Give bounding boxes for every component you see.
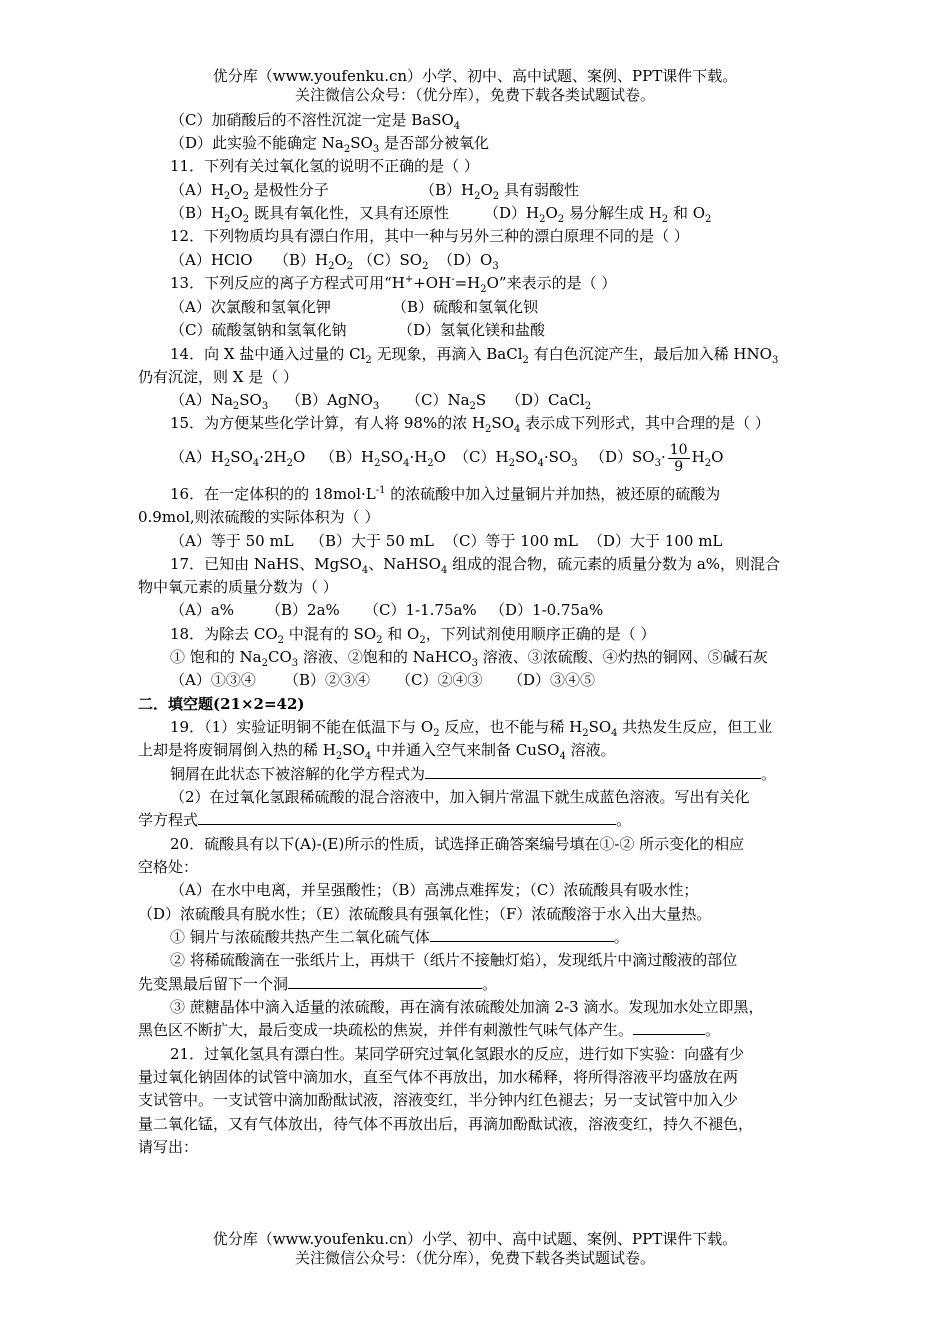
q11-option-d: $(D)H_2O_2$ 易分解生成 $H_2$ 和 $O_2$ [484, 204, 712, 225]
q11-option-c: $(B)H_2O_2$ 既具有氧化性，又具有还原性 [170, 204, 449, 225]
q19-answer-blank-1[interactable] [425, 764, 761, 779]
q17-option-c: （C）1-1.75a% [364, 601, 477, 619]
q21-line4: 量二氧化锰，又有气体放出，待气体不再放出后，再滴加酚酞试液，溶液变红，持久不褪色， [138, 1115, 754, 1133]
q12-option-a: （A）HClO [170, 251, 253, 269]
q15-option-b: $(B)H_2SO_4\cdot H_2O$ [320, 448, 446, 469]
q20-line9: 黑色区不断扩大，最后变成一块疏松的焦炭，并伴有刺激性气味气体产生。 。 [138, 1021, 721, 1039]
q20-line4: （D）浓硫酸具有脱水性；（E）浓硫酸具有强氧化性；（F）浓硫酸溶于水入出大量热。 [138, 905, 712, 923]
q20-line6: ② 将稀硫酸滴在一张纸片上，再烘干（纸片不接触灯焰），发现纸片中滴过酸液的部位 [170, 951, 738, 969]
q12-option-c: $(C)SO_2$ [358, 251, 429, 272]
q17-option-b: （B）2a% [266, 601, 340, 619]
footer-line-1: 优分库（www.youfenku.cn）小学、初中、高中试题、案例、PPT课件下载。 [212, 1230, 738, 1248]
section-fill-in-title: 二．填空题(21×2=42) [138, 695, 305, 713]
q15-fraction: $\frac{10}{9}$ [669, 441, 688, 475]
q13-stem: 13．下列反应的离子方程式可用“$H^++OH^-=H_2O$”来表示的是（ ） [170, 274, 617, 295]
q17-option-d: （D）1-0.75a% [490, 601, 604, 619]
q14-option-b: （B）AgNO$_3$ [286, 391, 380, 412]
q14-option-d: （D）CaCl$_2$ [506, 391, 592, 412]
q18-option-d: （D）③④⑤ [508, 671, 596, 689]
header-line-2: 关注微信公众号：（优分库），免费下载各类试题试卷。 [294, 86, 655, 104]
q14-option-c: $(C)Na_2S$ [406, 391, 487, 412]
q14-stem-line1: 14．向 X 盐中通入过量的 $Cl_2$ 无现象，再滴入 BaCl$_2$ 有白色沉淀产生，最后加入稀 $HNO_3$ [170, 345, 779, 366]
q15-option-c: $(C)H_2SO_4\cdot SO_3$ [454, 448, 578, 469]
q11-options-ab [170, 180, 838, 200]
q16-option-b: （B）大于 50 mL [310, 532, 434, 550]
q13-option-a: （A）次氯酸和氢氧化钾 [170, 298, 331, 316]
q20-answer-blank-1[interactable] [430, 927, 614, 942]
q13-option-d: （D）氢氧化镁和盐酸 [398, 321, 546, 339]
q12-options [170, 250, 838, 270]
q16-stem-line2: 0.9mol,则浓硫酸的实际体积为（ ） [138, 508, 380, 526]
q12-option-d: $(D)O_3$ [438, 251, 499, 272]
q21-line5: 请写出： [138, 1138, 199, 1156]
q21-line2: 量过氧化钠固体的试管中滴加水，直至气体不再放出，加水稀释，将所得溶液平均盛放在两 [138, 1068, 739, 1086]
q19-line3: 铜屑在此状态下被溶解的化学方程式为 。 [170, 765, 777, 783]
q14-stem-line2: 仍有沉淀，则 X 是（ ） [138, 368, 298, 386]
q19-line2: 上却是将废铜屑倒入热的稀 $H_2SO_4$ 中并通入空气来制备 CuSO$_4$ 溶液。 [138, 741, 616, 762]
q12-option-b: $(B)H_2O_2$ [274, 251, 354, 272]
q13-options-ab [170, 297, 838, 317]
q13-option-c: （C）硫酸氢钠和氢氧化钠 [170, 321, 347, 339]
q16-option-c: （C）等于 100 mL [444, 532, 578, 550]
q18-option-b: （B）②③④ [284, 671, 371, 689]
footer-line-2: 关注微信公众号：（优分库），免费下载各类试题试卷。 [294, 1249, 655, 1267]
q10-option-d: （D）此实验不能确定 $Na_2SO_3$ 是否部分被氧化 [170, 134, 489, 155]
q20-line8: ③ 蔗糖晶体中滴入适量的浓硫酸，再在滴有浓硫酸处加滴 2-3 滴水。发现加水处立即黑， [170, 998, 764, 1016]
q17-stem-line1: 17．已知由 NaHS、MgSO$_4$、NaHSO$_4$ 组成的混合物，硫元素的质量分数为 a%，则混合 [170, 555, 781, 576]
q19-line1: 19．（1）实验证明铜不能在低温下与 $O_2$ 反应，也不能与稀 $H_2SO_4$ 共热发生反应，但工业 [170, 718, 773, 739]
q12-stem: 12．下列物质均具有漂白作用，其中一种与另外三种的漂白原理不同的是（ ） [170, 227, 689, 245]
q21-line3: 支试管中。一支试管中滴加酚酞试液，溶液变红，半分钟内红色褪去；另一支试管中加入少 [138, 1091, 739, 1109]
q19-line4: （2）在过氧化氢跟稀硫酸的混合溶液中，加入铜片常温下就生成蓝色溶液。写出有关化 [170, 788, 750, 806]
q16-option-d: （D）大于 100 mL [588, 532, 723, 550]
q20-line3: （A）在水中电离，并呈强酸性；（B）高沸点难挥发；（C）浓硫酸具有吸水性； [170, 881, 699, 899]
q18-option-c: （C）②④③ [396, 671, 483, 689]
q11-options-cd [170, 203, 838, 223]
q15-option-a: $(A)H_2SO_4\cdot 2H_2O$ [170, 448, 306, 469]
q10-option-c: （C）加硝酸后的不溶性沉淀一定是 BaSO$_4$ [170, 111, 461, 132]
q11-option-a: $(A)H_2O_2$ 是极性分子 [170, 181, 329, 202]
page-header [0, 67, 950, 105]
q11-stem: 11．下列有关过氧化氢的说明不正确的是（ ） [170, 157, 479, 175]
q18-options [170, 670, 838, 690]
q20-line1: 20．硫酸具有以下(A)-(E)所示的性质，试选择正确答案编号填在①-② 所示变化的相应 [170, 835, 745, 853]
q20-answer-blank-2[interactable] [288, 974, 482, 989]
q20-answer-blank-3[interactable] [633, 1020, 705, 1035]
q16-stem-line1: 16．在一定体积的的 $18mol\cdot L^{-1}$ 的浓硫酸中加入过量铜片并加热，被还原的硫酸为 [170, 485, 721, 503]
q16-options [170, 531, 838, 551]
q15-option-d: $(D)SO_3\cdot$ $\frac{10}{9}$ $H_2O$ [590, 441, 724, 475]
q17-option-a: （A）a% [170, 601, 235, 619]
q19-answer-blank-2[interactable] [198, 810, 616, 825]
q18-stem: 18．为除去 $CO_2$ 中混有的 $SO_2$ 和 $O_2$，下列试剂使用顺序正确的是（ ） [170, 625, 656, 646]
q16-option-a: （A）等于 50 mL [170, 532, 294, 550]
q14-option-a: $(A)Na_2SO_3$ [170, 391, 269, 412]
q18-option-a: （A）①③④ [170, 671, 256, 689]
q13-option-b: （B）硫酸和氢氧化钡 [392, 298, 539, 316]
q18-reagents: ① 饱和的 $Na_2CO_3$ 溶液、②饱和的 NaHCO$_3$ 溶液、③浓硫酸、④灼热的铜网、⑤碱石灰 [170, 648, 768, 669]
q13-options-cd [170, 320, 838, 340]
q15-stem: 15．为方便某些化学计算，有人将 98%的浓 $H_2SO_4$ 表示成下列形式，其中合理的是（ ） [170, 414, 770, 435]
q15-options [170, 440, 838, 474]
q21-line1: 21．过氧化氢具有漂白性。某同学研究过氧化氢跟水的反应，进行如下实验：向盛有少 [170, 1045, 745, 1063]
header-line-1: 优分库（www.youfenku.cn）小学、初中、高中试题、案例、PPT课件下载。 [212, 67, 738, 85]
q17-options [170, 600, 838, 620]
page-footer [0, 1230, 950, 1268]
q20-line5: ① 铜片与浓硫酸共热产生二氧化硫气体 。 [170, 928, 629, 946]
q17-stem-line2: 物中氧元素的质量分数为（ ） [138, 578, 338, 596]
q20-line7: 先变黑最后留下一个洞 。 [138, 975, 498, 993]
q20-line2: 空格处： [138, 858, 199, 876]
q19-line5: 学方程式 。 [138, 811, 632, 829]
q14-options [170, 390, 838, 410]
q11-option-b: $(B)H_2O_2$ 具有弱酸性 [420, 181, 579, 202]
